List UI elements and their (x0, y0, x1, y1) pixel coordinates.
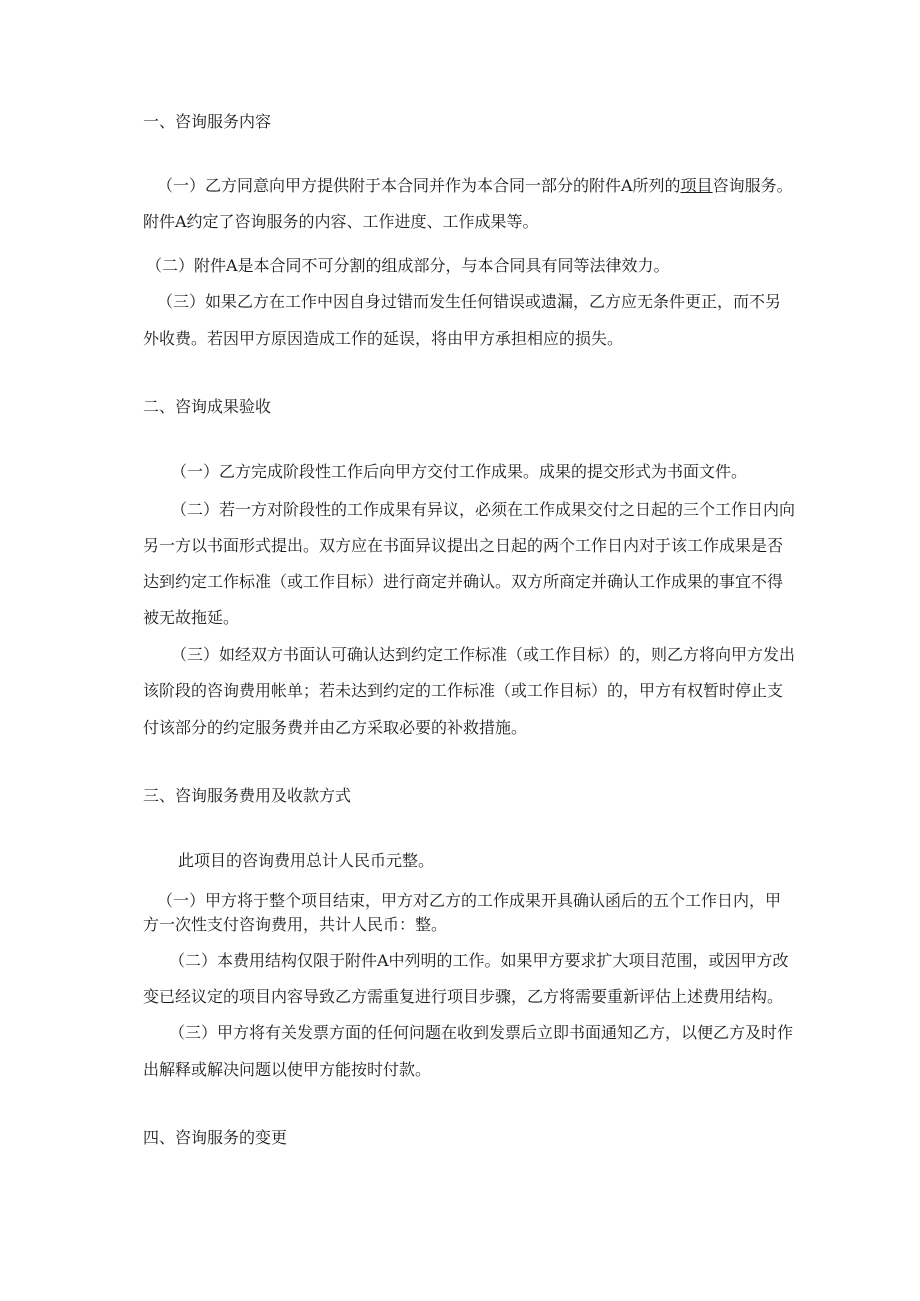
section-3-para-1-line-1: 此项目的咨询费用总计人民币元整。 (178, 851, 435, 870)
section-1-para-1-line-2: 附件A约定了咨询服务的内容、工作进度、工作成果等。 (143, 212, 539, 231)
section-3-heading: 三、咨询服务费用及收款方式 (143, 786, 352, 805)
section-3-para-2-line-1: （一）甲方将于整个项目结束，甲方对乙方的工作成果开具确认函后的五个工作日内，甲 (157, 891, 782, 910)
section-4-heading: 四、咨询服务的变更 (143, 1128, 288, 1147)
section-2-para-3-line-1: （三）如经双方书面认可确认达到约定工作标准（或工作目标）的，则乙方将向甲方发出 (171, 645, 796, 664)
section-2-para-1-line-1: （一）乙方完成阶段性工作后向甲方交付工作成果。成果的提交形式为书面文件。 (171, 462, 748, 481)
section-2-para-2-line-4: 被无故拖延。 (143, 608, 240, 627)
text-run: （一）乙方同意向甲方提供附于本合同并作为本合同一部分的附件A所列的 (157, 176, 681, 195)
section-2-para-2-line-3: 达到约定工作标准（或工作目标）进行商定并确认。双方所商定并确认工作成果的事宜不得 (143, 572, 784, 591)
section-3-para-3-line-1: （二）本费用结构仅限于附件A中列明的工作。如果甲方要求扩大项目范围，或因甲方改 (169, 951, 789, 970)
underlined-term: 项目 (680, 176, 713, 195)
section-2-para-3-line-3: 付该部分的约定服务费并由乙方采取必要的补救措施。 (143, 718, 528, 737)
section-3-para-2-line-2: 方一次性支付咨询费用，共计人民币：整。 (143, 915, 448, 934)
section-2-para-2-line-2: 另一方以书面形式提出。双方应在书面异议提出之日起的两个工作日内对于该工作成果是否 (143, 536, 784, 555)
section-1-para-1-line-1 (157, 175, 837, 197)
text-run: 咨询服务。 (712, 176, 793, 195)
section-1-para-3-line-1: （三）如果乙方在工作中因自身过错而发生任何错误或遗漏，乙方应无条件更正，而不另 (157, 292, 782, 311)
section-3-para-4-line-2: 出解释或解决问题以使甲方能按时付款。 (143, 1060, 432, 1079)
section-2-heading: 二、咨询成果验收 (143, 397, 272, 416)
section-3-para-4-line-1: （三）甲方将有关发票方面的任何问题在收到发票后立即书面通知乙方，以便乙方及时作 (169, 1023, 794, 1042)
section-2-para-2-line-1: （二）若一方对阶段性的工作成果有异议，必须在工作成果交付之日起的三个工作日内向 (171, 500, 796, 519)
section-2-para-3-line-2: 该阶段的咨询费用帐单；若未达到约定的工作标准（或工作目标）的，甲方有权暂时停止支 (143, 681, 784, 700)
section-3-para-3-line-2: 变已经议定的项目内容导致乙方需重复进行项目步骤，乙方将需要重新评估上述费用结构。 (143, 987, 784, 1006)
section-1-para-2-line-1: （二）附件A是本合同不可分割的组成部分，与本合同具有同等法律效力。 (146, 256, 670, 275)
section-1-heading: 一、咨询服务内容 (143, 112, 272, 131)
section-1-para-3-line-2: 外收费。若因甲方原因造成工作的延误，将由甲方承担相应的损失。 (143, 329, 624, 348)
